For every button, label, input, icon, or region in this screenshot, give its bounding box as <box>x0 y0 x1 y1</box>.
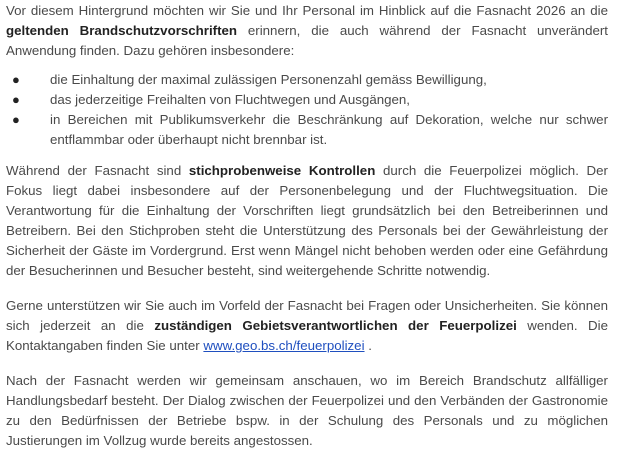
list-item-text: in Bereichen mit Publikumsverkehr die Beschränkung auf Dekoration, welche nur schwer entflammbar oder überhaupt nicht brennbar ist. <box>50 112 608 147</box>
requirements-list <box>6 70 608 150</box>
controls-bold-phrase: stichprobenweise Kontrollen <box>188 163 376 178</box>
feuerpolizei-link[interactable]: www.geo.bs.ch/feuerpolizei <box>203 338 365 353</box>
bullet-icon: ● <box>12 112 20 127</box>
list-item-text: das jederzeitige Freihalten von Fluchtwegen und Ausgängen, <box>50 92 410 107</box>
support-text-start: Gerne unterstützen wir Sie auch im Vorfeld der Fasnacht bei Fragen oder Unsicherheiten. Sie können sich jederzeit an die <box>6 298 608 333</box>
bullet-icon: ● <box>12 92 20 107</box>
intro-paragraph <box>6 1 608 61</box>
list-item <box>6 90 608 110</box>
support-paragraph <box>6 296 608 356</box>
intro-bold-phrase: geltenden Brandschutzvorschriften <box>6 23 238 38</box>
followup-paragraph <box>6 371 608 451</box>
support-bold-phrase: zuständigen Gebietsverantwortlichen der Feuerpolizei <box>154 318 517 333</box>
controls-text-end: durch die Feuerpolizei möglich. Der Fokus liegt dabei insbesondere auf der Personenbelegung und der Fluchtwegsituation. Die Verantwortung für die Einhaltung der Vorschriften liegt grundsätzlich bei den Betreiberinnen und Betreibern. Bei den Stichproben steht die Unterstützung des Personals bei der Gewährleistung der Sicherheit der Gäste im Vordergrund. Erst wenn Mängel nicht behoben werden oder eine Gefährdung der Besucherinnen und Besucher besteht, sind weitergehende Schritte notwendig. <box>6 163 608 278</box>
support-text-end: . <box>364 338 372 353</box>
bullet-icon: ● <box>12 72 20 87</box>
list-item-text: die Einhaltung der maximal zulässigen Personenzahl gemäss Bewilligung, <box>50 72 487 87</box>
intro-text-end: erinnern, die auch während der Fasnacht unverändert Anwendung finden. Dazu gehören insbesondere: <box>6 23 608 58</box>
intro-text-start: Vor diesem Hintergrund möchten wir Sie und Ihr Personal im Hinblick auf die Fasnacht 2026 an die <box>6 3 608 18</box>
list-item <box>6 110 608 150</box>
support-text-middle: wenden. Die Kontaktangaben finden Sie unter <box>6 318 608 353</box>
list-item <box>6 70 608 90</box>
controls-paragraph <box>6 161 608 281</box>
controls-text-start: Während der Fasnacht sind <box>6 163 189 178</box>
followup-text: Nach der Fasnacht werden wir gemeinsam anschauen, wo im Bereich Brandschutz allfälliger Handlungsbedarf besteht. Der Dialog zwischen der Feuerpolizei und den Verbänden der Gastronomie zu den Bedürfnissen der Betriebe bspw. in der Schulung des Personals und zu möglichen Justierungen im Vollzug wurde bereits angestossen. <box>6 373 608 448</box>
